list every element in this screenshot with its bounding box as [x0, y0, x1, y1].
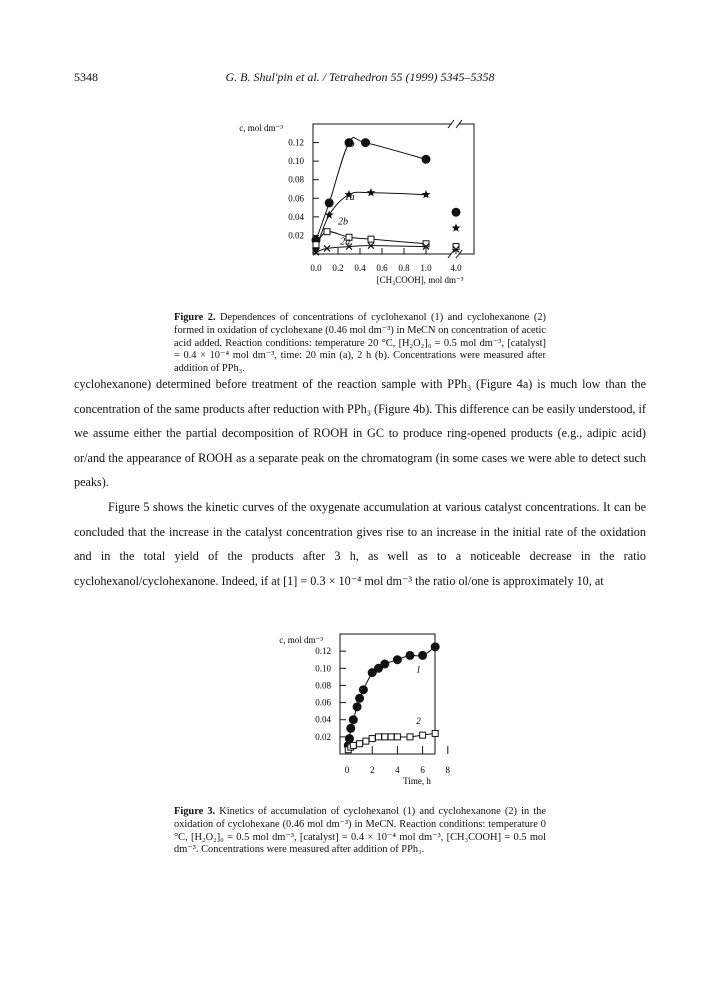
fig3-point-2	[432, 730, 438, 736]
fig2-point-1a	[367, 188, 376, 196]
fig2-curve-2a	[316, 246, 426, 253]
fig3-point-2	[394, 734, 400, 740]
figure-3-caption-label: Figure 3.	[174, 806, 216, 817]
fig2-series-label-2b: 2b	[338, 216, 348, 228]
fig3-point-2	[382, 734, 388, 740]
fig3-xtick-label: 6	[420, 765, 425, 775]
fig2-xtick-label: 0.2	[332, 263, 344, 273]
fig3-point-1	[346, 724, 355, 733]
fig2-point-2b	[368, 236, 374, 242]
fig2-series-label-1b: 1b	[344, 139, 355, 151]
fig3-point-1	[359, 685, 368, 694]
figure-2-caption-label: Figure 2.	[174, 312, 216, 323]
fig2-xlabel: [CH₃COOH], mol dm⁻³	[376, 275, 464, 285]
figure-3-caption-text: Kinetics of accumulation of cyclohexanol (1) and cyclohexanone (2) in the oxidation of cyclohexane (0.46 mol dm⁻³) in MeCN. Reaction conditions: temperature 0 °C, [H₂O₂]₀ = 0.5 mol dm⁻³, [catalyst] = 0.4 × 10⁻⁴ mol dm⁻³, [CH₃COOH] = 0.5 mol dm⁻³. Concentrations were measured after addition of PPh₃.	[174, 806, 546, 856]
fig3-ytick-label: 0.08	[315, 680, 331, 691]
fig2-series-label-2a: 2a	[340, 236, 351, 248]
fig2-xtick-label: 1.0	[420, 263, 432, 273]
fig3-point-2	[357, 741, 363, 747]
fig3-xtick-label: 2	[369, 765, 375, 775]
fig3-point-1	[353, 702, 362, 711]
fig2-xtick-label: 4.0	[450, 263, 462, 273]
fig3-point-2	[369, 736, 375, 742]
fig3-ylabel: c, mol dm⁻³	[279, 635, 323, 645]
fig3-point-2	[363, 738, 369, 744]
paragraph-1: cyclohexanone) determined before treatment of the reaction sample with PPh₃ (Figure 4a) is much low than the concentration of the same products after reduction with PPh₃ (Figure 4b). This difference can be easily understood, if we assume either the partial decomposition of ROOH in GC to produce ring-opened products (e.g., adipic acid) or/and the appearance of ROOH as a separate peak on the chromatogram (in some cases we were able to detect such peaks).	[74, 377, 646, 490]
fig2-ytick-label: 0.02	[288, 230, 304, 241]
fig3-point-2	[388, 734, 394, 740]
fig3-ytick-label: 0.12	[315, 646, 331, 657]
fig3-ytick-label: 0.02	[315, 731, 331, 742]
fig2-point-1b	[422, 155, 431, 164]
fig3-point-1	[380, 660, 389, 669]
figure-2-chart	[230, 112, 500, 292]
fig3-xlabel: Time, h	[403, 776, 431, 786]
fig2-ytick-label: 0.10	[288, 156, 304, 167]
fig3-point-1	[406, 651, 415, 660]
fig2-point-1a	[422, 190, 431, 198]
fig2-series-label-1a: 1a	[344, 192, 355, 204]
fig2-point-2b	[324, 229, 330, 235]
fig2-ylabel: c, mol dm⁻³	[239, 123, 283, 133]
fig3-xtick-label: 0	[344, 765, 350, 775]
fig2-xtick-label: 0.8	[398, 263, 410, 273]
fig2-point-1b	[361, 138, 370, 147]
fig3-point-2	[350, 742, 356, 748]
fig3-point-1	[355, 694, 364, 703]
fig3-series-label-2: 2	[416, 716, 421, 726]
fig3-point-1	[431, 642, 440, 651]
fig3-point-1	[349, 715, 358, 724]
fig2-xtick-label: 0.6	[376, 263, 388, 273]
fig2-point-1b	[452, 208, 461, 217]
paragraph-2: Figure 5 shows the kinetic curves of the oxygenate accumulation at various catalyst concentrations. It can be concluded that the increase in the catalyst concentration gives rise to an increase in the initial rate of the oxidation and in the total yield of the products after 3 h, as well as to a noticeable decrease in the ratio cyclohexanol/cyclohexanone. Indeed, if at [1] = 0.3 × 10⁻⁴ mol dm⁻³ the ratio ol/one is approximately 10, at	[74, 499, 646, 588]
fig2-point-1b	[325, 198, 334, 207]
fig2-ytick-label: 0.08	[288, 174, 304, 185]
fig3-xtick-label: 4	[395, 765, 400, 775]
fig3-point-2	[420, 732, 426, 738]
fig2-xtick-label: 0.4	[354, 263, 366, 273]
figure-2-caption	[174, 312, 546, 376]
fig2-plot-frame	[313, 124, 474, 254]
fig3-series-label-1: 1	[416, 664, 421, 675]
fig3-ytick-label: 0.06	[315, 697, 331, 708]
figure-3-caption	[174, 806, 546, 857]
fig3-ytick-label: 0.10	[315, 663, 331, 674]
fig2-point-2b	[313, 242, 319, 248]
fig2-ytick-label: 0.12	[288, 137, 304, 148]
figure-3-chart	[265, 612, 465, 792]
fig3-point-2	[376, 734, 382, 740]
fig3-ytick-label: 0.04	[315, 714, 331, 725]
fig3-point-1	[418, 651, 427, 660]
fig3-point-2	[407, 734, 413, 740]
journal-citation: G. B. Shul'pin et al. / Tetrahedron 55 (1999) 5345–5358	[225, 70, 495, 84]
fig2-ytick-label: 0.04	[288, 211, 304, 222]
fig2-point-1a	[452, 223, 461, 231]
fig3-xtick-label: 8	[445, 765, 451, 775]
body-text	[74, 372, 646, 593]
figure-2-caption-text: Dependences of concentrations of cyclohexanol (1) and cyclohexanone (2) formed in oxidation of cyclohexane (0.46 mol dm⁻³) in MeCN on concentration of acetic acid added. Reaction conditions: temperature 20 °C, [H₂O₂]₀ = 0.5 mol dm⁻³, [catalyst] = 0.4 × 10⁻⁴ mol dm⁻³, time: 20 min (a), 2 h (b). Concentrations were measured after addition of PPh₃.	[174, 312, 546, 375]
page-number: 5348	[74, 70, 98, 84]
running-header	[74, 70, 646, 88]
fig3-point-1	[393, 655, 402, 664]
fig2-ytick-label: 0.06	[288, 193, 304, 204]
fig2-xtick-label: 0.0	[310, 263, 322, 273]
fig3-point-1	[345, 734, 354, 743]
